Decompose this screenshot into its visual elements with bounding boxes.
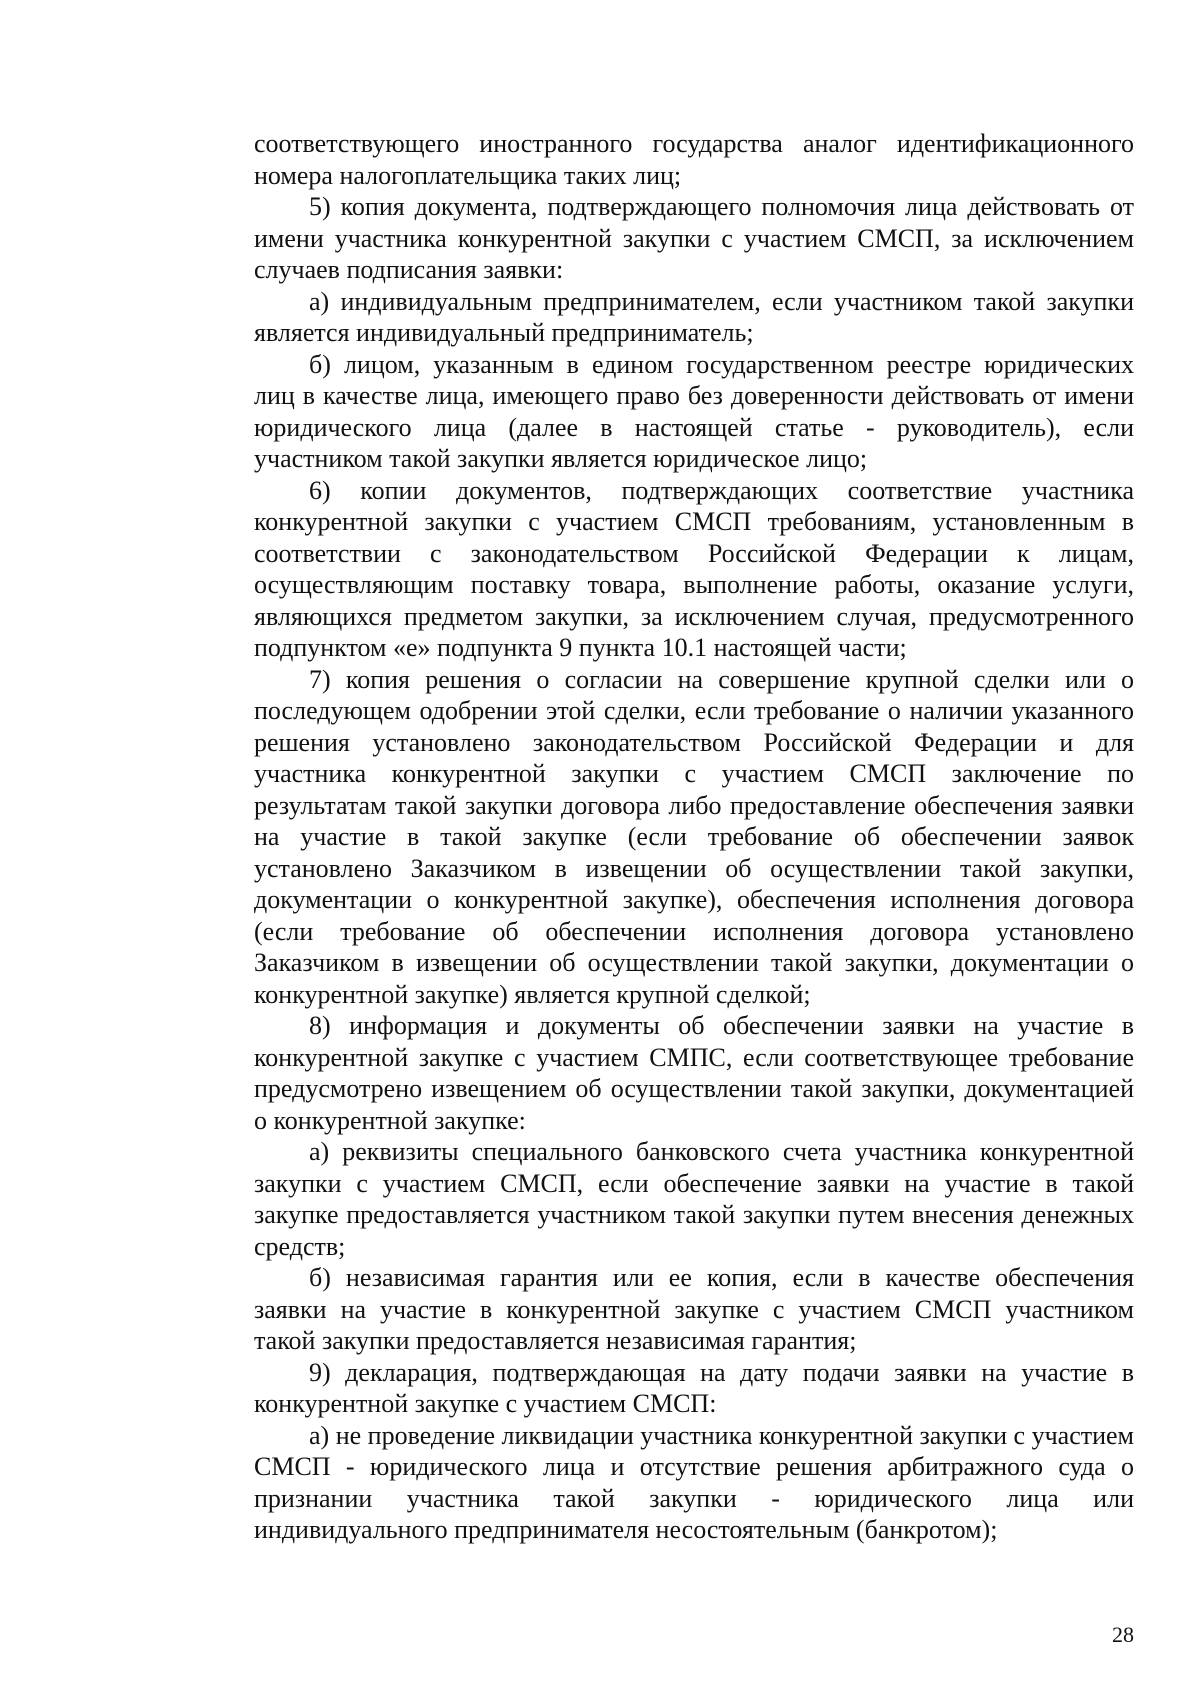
- paragraph-item-9a: а) не проведение ликвидации участника конкурентной закупки с участием СМСП - юридического лица и отсутствие решения арбитражного суда о признании участника такой закупки - юридического лица или индивидуального предпринимателя несостоятельным (банкротом);: [254, 1420, 1135, 1544]
- paragraph-item-8b: б) независимая гарантия или ее копия, если в качестве обеспечения заявки на участие в конкурентной закупке с участием СМСП участником такой закупки предоставляется независимая гарантия;: [254, 1263, 1134, 1355]
- paragraph-item-9: 9) декларация, подтверждающая на дату подачи заявки на участие в конкурентной закупке с участием СМСП:: [254, 1357, 1134, 1418]
- paragraph-item-8a: а) реквизиты специального банковского счета участника конкурентной закупки с участием СМСП, если обеспечение заявки на участие в такой закупке предоставляется участником такой закупки путем внесения денежных средств;: [254, 1137, 1134, 1261]
- page-number: 28: [1112, 1622, 1134, 1647]
- paragraph-item-7: 7) копия решения о согласии на совершение крупной сделки или о последующем одобрении этой сделки, если требование о наличии указанного решения установлено законодательством Российской Федерации и для участника конкурентной закупки с участием СМСП заключение по результатам такой закупки договора либо предоставление обеспечения заявки на участие в такой закупке (если требование об обеспечении заявок установлено Заказчиком в извещении об осуществлении такой закупки, документации о конкурентной закупке), обеспечения исполнения договора (если требование об обеспечении исполнения договора установлено Заказчиком в извещении об осуществлении такой закупки, документации о конкурентной закупке) является крупной сделкой;: [254, 664, 1134, 1009]
- paragraph-item-6: 6) копии документов, подтверждающих соответствие участника конкурентной закупки с участием СМСП требованиям, установленным в соответствии с законодательством Российской Федерации к лицам, осуществляющим поставку товара, выполнение работы, оказание услуги, являющихся предметом закупки, за исключением случая, предусмотренного подпунктом «е» подпункта 9 пункта 10.1 настоящей части;: [254, 475, 1134, 662]
- document-body: [254, 128, 1134, 1546]
- paragraph-item-5: 5) копия документа, подтверждающего полномочия лица действовать от имени участника конкурентной закупки с участием СМСП, за исключением случаев подписания заявки:: [254, 192, 1134, 284]
- paragraph-item-5b: б) лицом, указанным в едином государственном реестре юридических лиц в качестве лица, имеющего право без доверенности действовать от имени юридического лица (далее в настоящей статье - руководитель), если участником такой закупки является юридическое лицо;: [254, 349, 1134, 473]
- paragraph-item-5a: а) индивидуальным предпринимателем, если участником такой закупки является индивидуальный предприниматель;: [254, 286, 1134, 347]
- paragraph-continuation: соответствующего иностранного государства аналог идентификационного номера налогоплательщика таких лиц;: [254, 129, 1134, 190]
- paragraph-item-8: 8) информация и документы об обеспечении заявки на участие в конкурентной закупке с участием СМПС, если соответствующее требование предусмотрено извещением об осуществлении такой закупки, документацией о конкурентной закупке:: [254, 1011, 1134, 1135]
